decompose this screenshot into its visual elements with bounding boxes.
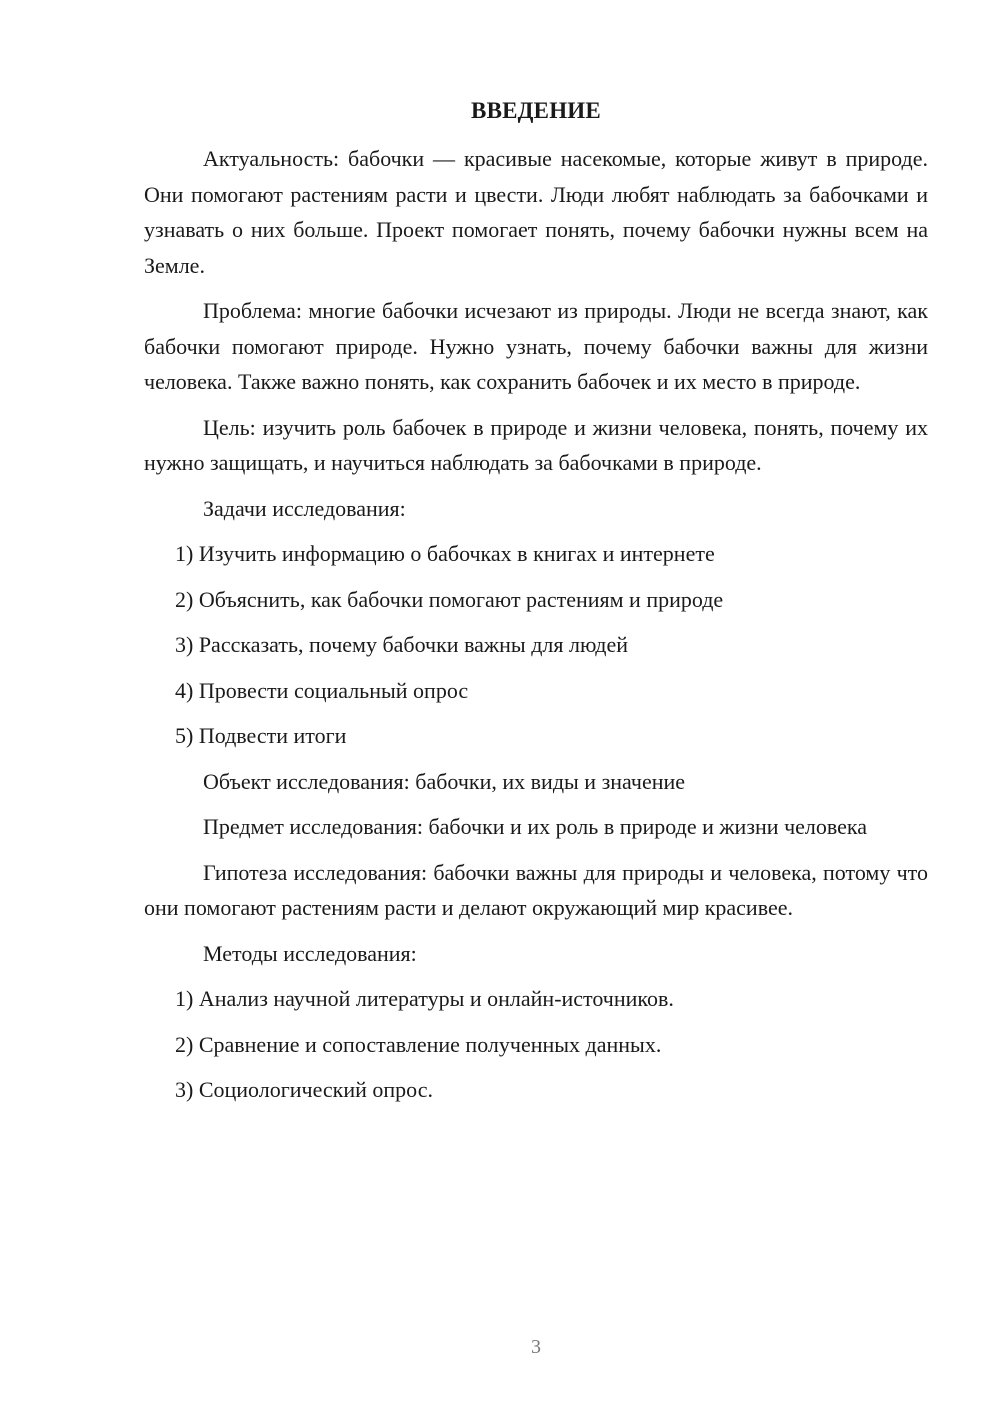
methods-list <box>144 981 928 1108</box>
subject-paragraph: Предмет исследования: бабочки и их роль в природе и жизни человека <box>203 814 868 839</box>
page-content <box>144 141 928 1118</box>
object-paragraph: Объект исследования: бабочки, их виды и значение <box>203 768 686 794</box>
task-item: 3) Рассказать, почему бабочки важны для людей <box>175 632 629 657</box>
methods-heading: Методы исследования: <box>203 940 417 966</box>
goal-paragraph: Цель: изучить роль бабочек в природе и жизни человека, понять, почему их нужно защищать, и научиться наблюдать за бабочками в природе. <box>144 414 928 475</box>
task-item: 1) Изучить информацию о бабочках в книгах и интернете <box>175 541 715 566</box>
problem-paragraph: Проблема: многие бабочки исчезают из природы. Люди не всегда знают, как бабочки помогают природе. Нужно узнать, почему бабочки важны для жизни человека. Также важно понять, как сохранить бабочек и их место в природе. <box>144 298 928 394</box>
hypothesis-paragraph: Гипотеза исследования: бабочки важны для природы и человека, потому что они помогают растениям расти и делают окружающий мир красивее. <box>144 859 928 920</box>
task-item: 2) Объяснить, как бабочки помогают растениям и природе <box>175 586 724 612</box>
task-item: 4) Провести социальный опрос <box>175 677 469 703</box>
page-number: 3 <box>531 1336 541 1358</box>
page-title: ВВЕДЕНИЕ <box>471 98 601 123</box>
method-item: 1) Анализ научной литературы и онлайн-источников. <box>175 986 674 1011</box>
method-item: 2) Сравнение и сопоставление полученных данных. <box>175 1031 662 1057</box>
task-item: 5) Подвести итоги <box>175 723 347 748</box>
method-item: 3) Социологический опрос. <box>175 1077 433 1102</box>
relevance-paragraph: Актуальность: бабочки — красивые насекомые, которые живут в природе. Они помогают растениям расти и цвести. Люди любят наблюдать за бабочками и узнавать о них больше. Проект помогает понять, почему бабочки нужны всем на Земле. <box>144 146 928 278</box>
tasks-heading: Задачи исследования: <box>203 495 406 521</box>
tasks-list <box>144 536 928 754</box>
